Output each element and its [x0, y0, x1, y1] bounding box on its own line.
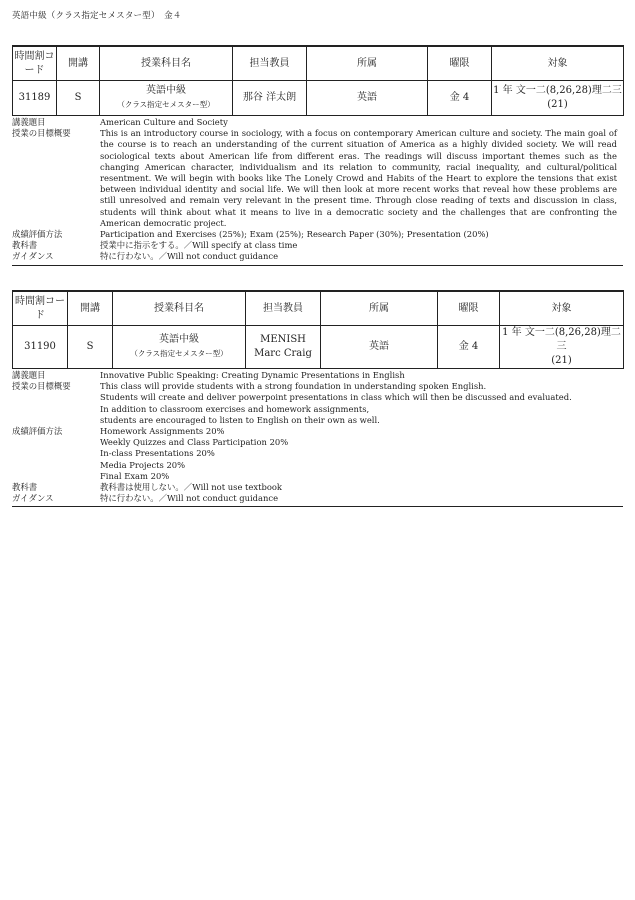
col-instructor-header: 担当教員 [233, 46, 307, 81]
course-code: 31189 [13, 81, 57, 116]
course-textbook: 授業中に指示をする。／Will specify at class time [100, 240, 298, 251]
course-instructor: 那谷 洋太朗 [233, 81, 307, 116]
evaluation-line: Media Projects 20% [100, 459, 186, 470]
course-instructor [246, 326, 321, 369]
subject-name: 英語中級 [146, 85, 186, 96]
col-target-header: 対象 [492, 46, 624, 81]
col-subject-header: 授業科目名 [113, 291, 246, 326]
evaluation-line: Homework Assignments 20% [100, 426, 225, 437]
goals-line: This class will provide students with a strong foundation in understanding spoken English. [100, 381, 487, 392]
course-block-31190 [12, 290, 623, 507]
col-term-header: 開講 [57, 46, 100, 81]
course-target [500, 326, 624, 369]
evaluation-line: Weekly Quizzes and Class Participation 20% [100, 437, 289, 448]
evaluation-line: In-class Presentations 20% [100, 448, 215, 459]
goals-line: students are encouraged to listen to English on their own as well. [100, 414, 380, 425]
course-details [12, 116, 623, 266]
label-guidance: ガイダンス [12, 251, 54, 262]
subject-name: 英語中級 [159, 334, 199, 345]
label-goals: 授業の目標概要 [12, 381, 71, 392]
goals-line: In addition to classroom exercises and homework assignments, [100, 403, 370, 414]
course-term: S [57, 81, 100, 116]
course-subject [100, 81, 233, 116]
col-term-header: 開講 [68, 291, 113, 326]
label-goals: 授業の目標概要 [12, 128, 71, 139]
label-textbook: 教科書 [12, 482, 38, 493]
col-code-header: 時間割コード [13, 291, 68, 326]
goals-line: Students will create and deliver powerpoint presentations in class which will then be discussed and evaluated. [100, 392, 572, 403]
course-title: Innovative Public Speaking: Creating Dynamic Presentations in English [100, 370, 405, 380]
course-affiliation: 英語 [307, 81, 428, 116]
course-evaluation [100, 426, 623, 482]
col-affiliation-header: 所属 [321, 291, 438, 326]
course-subject [113, 326, 246, 369]
subject-type: （クラス指定セメスター型） [117, 100, 215, 109]
col-code-header: 時間割コード [13, 46, 57, 81]
course-goals [100, 381, 623, 426]
instructor-line-2: Marc Craig [254, 348, 312, 359]
course-textbook: 教科書は使用しない。／Will not use textbook [100, 482, 282, 493]
label-evaluation: 成績評価方法 [12, 229, 63, 240]
course-period: 金 4 [428, 81, 492, 116]
target-line-2: (21) [551, 355, 572, 366]
course-period: 金 4 [438, 326, 500, 369]
instructor-line-1: MENISH [260, 334, 306, 345]
label-title: 講義題目 [12, 370, 46, 380]
course-term: S [68, 326, 113, 369]
col-instructor-header: 担当教員 [246, 291, 321, 326]
label-guidance: ガイダンス [12, 493, 54, 504]
col-target-header: 対象 [500, 291, 624, 326]
course-evaluation: Participation and Exercises (25%); Exam (25%); Research Paper (30%); Presentation (20%) [100, 229, 489, 240]
col-period-header: 曜限 [438, 291, 500, 326]
label-evaluation: 成績評価方法 [12, 426, 63, 437]
course-title: American Culture and Society [100, 117, 228, 127]
evaluation-line: Final Exam 20% [100, 470, 170, 481]
course-guidance: 特に行わない。／Will not conduct guidance [100, 251, 279, 262]
subject-type: （クラス指定セメスター型） [130, 349, 228, 358]
course-guidance: 特に行わない。／Will not conduct guidance [100, 493, 279, 504]
course-target [492, 81, 624, 116]
target-line-1: 1 年 文一二(8,26,28)理二三 [493, 85, 622, 96]
course-block-31189 [12, 45, 623, 266]
course-details [12, 369, 623, 507]
label-title: 講義題目 [12, 117, 46, 127]
course-affiliation: 英語 [321, 326, 438, 369]
course-info-table [12, 45, 624, 116]
course-code: 31190 [13, 326, 68, 369]
label-textbook: 教科書 [12, 240, 38, 251]
page-header: 英語中級（クラス指定セメスター型） 金４ [12, 11, 182, 21]
col-period-header: 曜限 [428, 46, 492, 81]
col-affiliation-header: 所属 [307, 46, 428, 81]
target-line-1: 1 年 文一二(8,26,28)理二三 [502, 327, 621, 352]
col-subject-header: 授業科目名 [100, 46, 233, 81]
course-info-table [12, 290, 624, 369]
target-line-2: (21) [547, 99, 568, 110]
course-goals: This is an introductory course in sociology, with a focus on contemporary American culture and society. The main goal of the course is to reach an understanding of the current situation of America as a highly divided society. We will read sociological texts about American life from different eras. The readings will discuss important themes such as the changing American character, individualism and its relation to community, racial inequality, and cultural/political resentment. We will begin with books like The Lonely Crowd and Habits of the Heart to explore the tensions that exist between individual identity and social life. We will then look at more recent works that reveal how these problems are still unresolved and remain very relevant in the present time. Through close reading of texts and discussion in class, students will think about what it means to live in a democratic society and the challenges that are confronting the American democratic project. [100, 128, 617, 228]
